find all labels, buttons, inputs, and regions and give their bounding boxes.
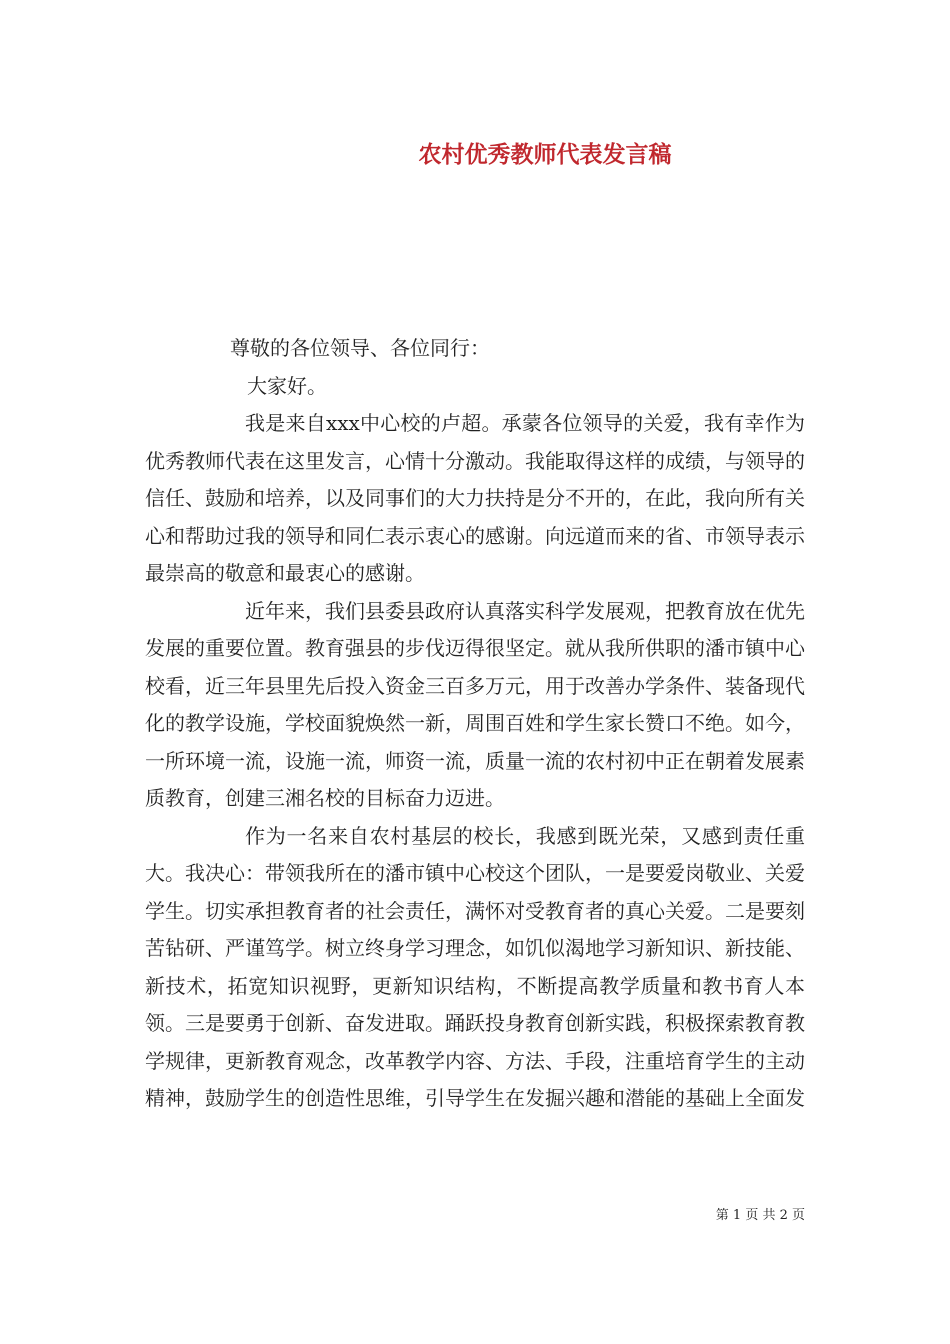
document-title: 农村优秀教师代表发言稿: [418, 141, 672, 168]
paragraph-3: 作为一名来自农村基层的校长，我感到既光荣，又感到责任重大。我决心：带领我所在的潘市镇中心校这个团队，一是要爱岗敬业、关爱学生。切实承担教育者的社会责任，满怀对受教育者的真心关爱。二是要刻苦钻研、严谨笃学。树立终身学习理念，如饥似渴地学习新知识、新技能、新技术，拓宽知识视野，更新知识结构，不断提高教学质量和教书育人本领。三是要勇于创新、奋发进取。踊跃投身教育创新实践，积极探索教育教学规律，更新教育观念，改革教学内容、方法、手段，注重培育学生的主动精神，鼓励学生的创造性思维，引导学生在发掘兴趣和潜能的基础上全面发: [145, 823, 805, 1110]
greeting: 大家好。: [247, 373, 327, 398]
salutation: 尊敬的各位领导、各位同行：: [230, 336, 490, 360]
paragraph-2: 近年来，我们县委县政府认真落实科学发展观，把教育放在优先发展的重要位置。教育强县的步伐迈得很坚定。就从我所供职的潘市镇中心校看，近三年县里先后投入资金三百多万元，用于改善办学条件、装备现代化的教学设施，学校面貌焕然一新，周围百姓和学生家长赞口不绝。如今，一所环境一流，设施一流，师资一流，质量一流的农村初中正在朝着发展素质教育，创建三湘名校的目标奋力迈进。: [145, 598, 805, 810]
paragraph-1: 我是来自xxx中心校的卢超。承蒙各位领导的关爱，我有幸作为优秀教师代表在这里发言，心情十分激动。我能取得这样的成绩，与领导的信任、鼓励和培养，以及同事们的大力扶持是分不开的，在此，我向所有关心和帮助过我的领导和同仁表示衷心的感谢。向远道而来的省、市领导表示最崇高的敬意和最衷心的感谢。: [145, 411, 805, 585]
page-number: 第 1 页 共 2 页: [715, 1208, 805, 1223]
document-body: [145, 330, 805, 1118]
